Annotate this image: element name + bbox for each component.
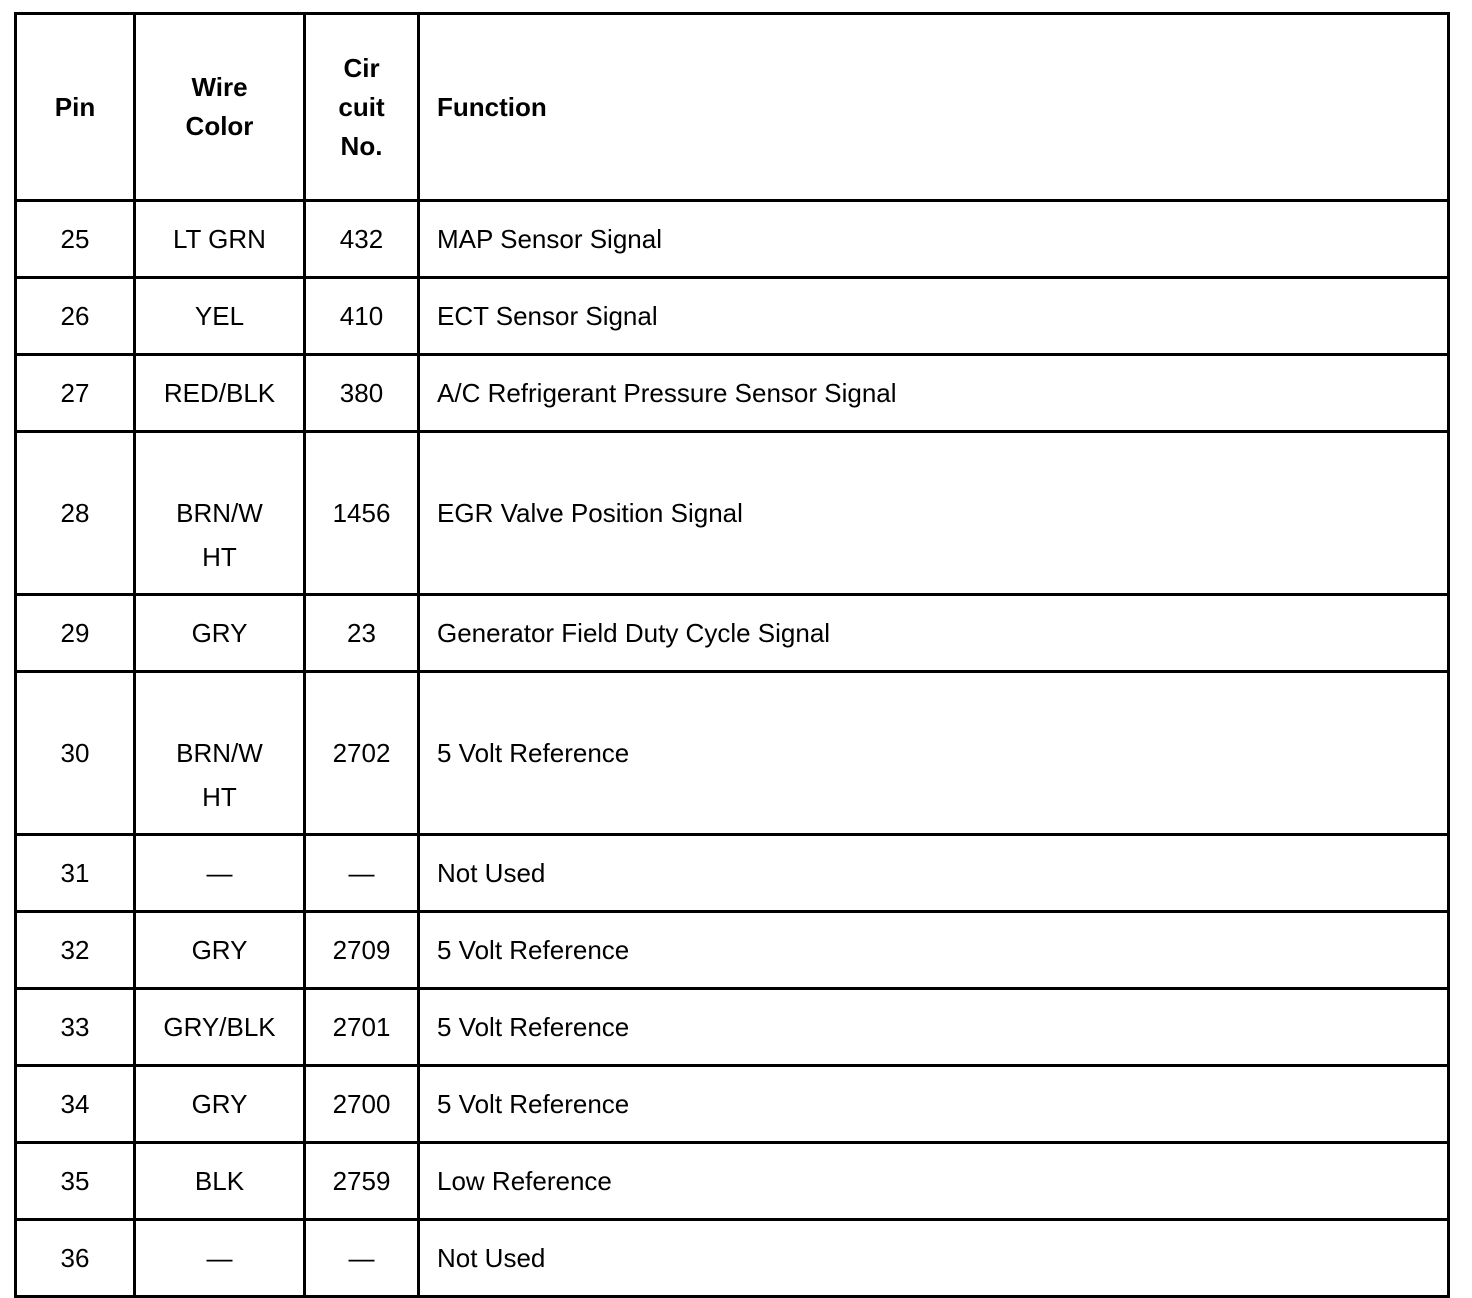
table-row [16, 912, 1449, 989]
header-pin-label: Pin [54, 91, 96, 122]
cell-function: Low Reference [419, 1143, 1449, 1220]
cell-wire-color: — [135, 835, 305, 912]
cell-wire-color: RED/BLK [135, 355, 305, 432]
header-pin [16, 14, 135, 201]
header-function-label: Function [437, 91, 547, 122]
cell-circuit: 23 [305, 595, 419, 672]
cell-wire-color-line1: BRN/W [176, 497, 263, 528]
table-row [16, 595, 1449, 672]
table-row [16, 278, 1449, 355]
cell-wire-color-line2: HT [202, 781, 237, 812]
cell-function: 5 Volt Reference [419, 989, 1449, 1066]
header-function [419, 14, 1449, 201]
cell-circuit: 2701 [305, 989, 419, 1066]
cell-function: MAP Sensor Signal [419, 201, 1449, 278]
cell-pin: 29 [16, 595, 135, 672]
cell-function: Not Used [419, 1220, 1449, 1297]
cell-wire-color [135, 432, 305, 595]
pin-table [14, 12, 1450, 1298]
cell-pin: 33 [16, 989, 135, 1066]
cell-wire-color: GRY/BLK [135, 989, 305, 1066]
cell-pin: 36 [16, 1220, 135, 1297]
cell-pin: 26 [16, 278, 135, 355]
cell-circuit: 380 [305, 355, 419, 432]
table-row [16, 672, 1449, 835]
cell-function: Generator Field Duty Cycle Signal [419, 595, 1449, 672]
cell-pin: 34 [16, 1066, 135, 1143]
header-circuit-number [305, 14, 419, 201]
cell-circuit: 410 [305, 278, 419, 355]
table-row [16, 1220, 1449, 1297]
header-circuit-line2: cuit [338, 91, 385, 122]
header-wire-color-line1: Wire [191, 72, 248, 102]
cell-pin: 35 [16, 1143, 135, 1220]
table-row [16, 201, 1449, 278]
cell-function: 5 Volt Reference [419, 672, 1449, 835]
cell-wire-color: YEL [135, 278, 305, 355]
table-row [16, 432, 1449, 595]
table-row [16, 1143, 1449, 1220]
header-row [16, 14, 1449, 201]
header-circuit-line3: No. [340, 130, 383, 161]
cell-wire-color-line2: HT [202, 541, 237, 572]
table-row [16, 835, 1449, 912]
cell-function: ECT Sensor Signal [419, 278, 1449, 355]
table-row [16, 1066, 1449, 1143]
cell-wire-color: GRY [135, 595, 305, 672]
cell-function: EGR Valve Position Signal [419, 432, 1449, 595]
table-row [16, 989, 1449, 1066]
cell-function: 5 Volt Reference [419, 1066, 1449, 1143]
cell-function: A/C Refrigerant Pressure Sensor Signal [419, 355, 1449, 432]
cell-circuit: 2759 [305, 1143, 419, 1220]
cell-circuit: — [305, 1220, 419, 1297]
cell-pin: 25 [16, 201, 135, 278]
cell-circuit: 2700 [305, 1066, 419, 1143]
cell-pin: 32 [16, 912, 135, 989]
cell-function: Not Used [419, 835, 1449, 912]
cell-wire-color-line1: BRN/W [176, 737, 263, 768]
cell-pin: 31 [16, 835, 135, 912]
cell-circuit: — [305, 835, 419, 912]
cell-circuit: 2709 [305, 912, 419, 989]
cell-pin: 27 [16, 355, 135, 432]
cell-wire-color: LT GRN [135, 201, 305, 278]
table-row [16, 355, 1449, 432]
header-wire-color-line2: Color [185, 111, 254, 141]
cell-wire-color [135, 672, 305, 835]
header-circuit-line1: Cir [343, 52, 380, 83]
cell-circuit: 1456 [305, 432, 419, 595]
cell-pin: 30 [16, 672, 135, 835]
cell-wire-color: GRY [135, 912, 305, 989]
cell-function: 5 Volt Reference [419, 912, 1449, 989]
cell-wire-color: BLK [135, 1143, 305, 1220]
cell-circuit: 432 [305, 201, 419, 278]
cell-wire-color: GRY [135, 1066, 305, 1143]
header-wire-color [135, 14, 305, 201]
cell-wire-color: — [135, 1220, 305, 1297]
cell-pin: 28 [16, 432, 135, 595]
cell-circuit: 2702 [305, 672, 419, 835]
